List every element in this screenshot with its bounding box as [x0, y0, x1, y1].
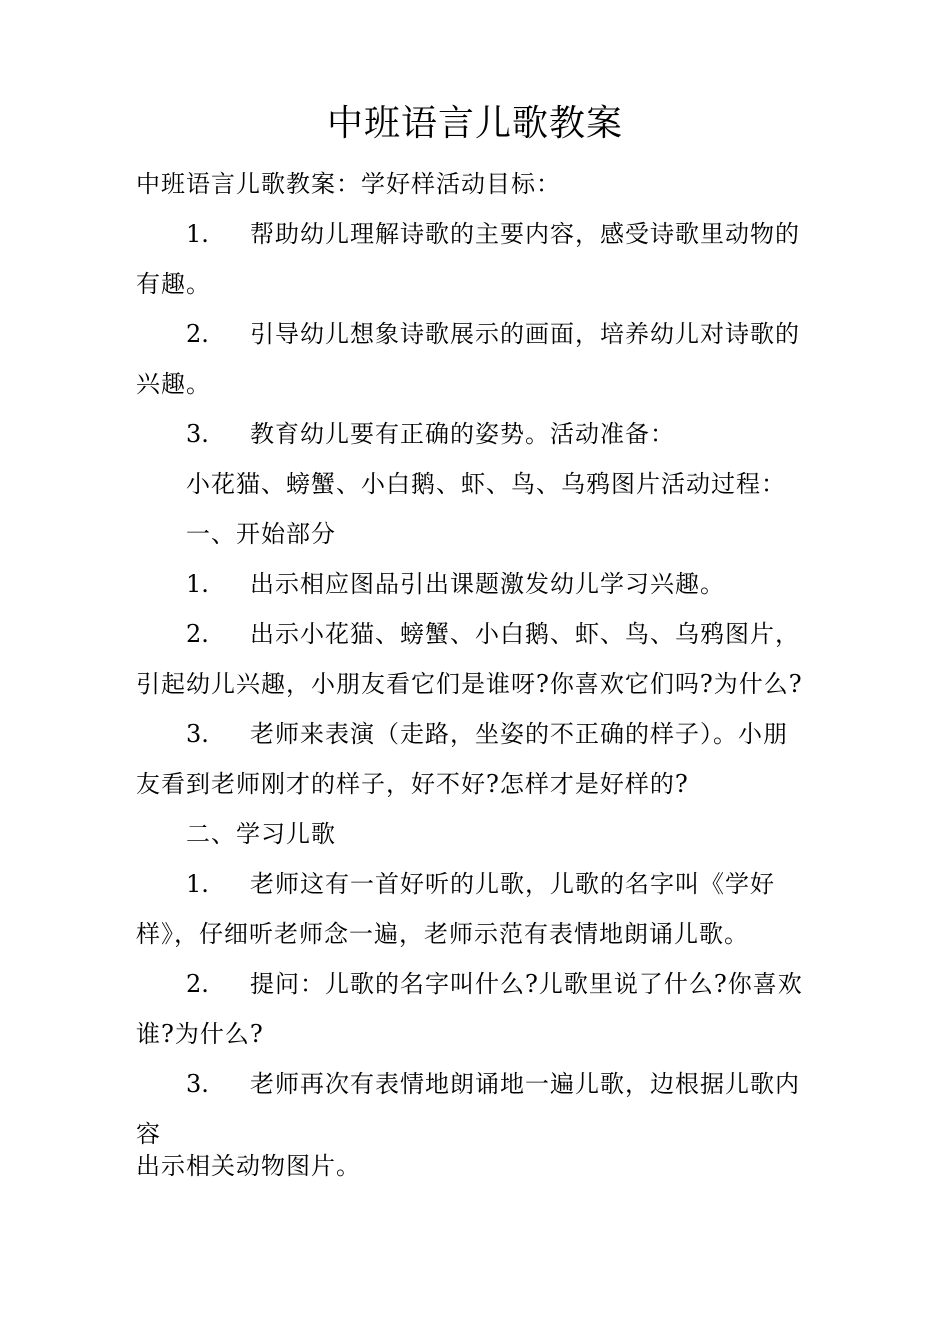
preparation-line: 小花猫、螃蟹、小白鹅、虾、鸟、乌鸦图片活动过程：: [186, 470, 786, 498]
intro-line: 中班语言儿歌教案：学好样活动目标：: [136, 170, 561, 198]
step-2-2-number: 2.: [186, 970, 209, 998]
goal-2-text: 引导幼儿想象诗歌展示的画面，培养幼儿对诗歌的: [250, 320, 800, 348]
step-2-3-continuation-2: 出示相关动物图片。: [136, 1152, 361, 1180]
goal-1-continuation: 有趣。: [136, 270, 211, 298]
goal-2-number: 2.: [186, 320, 209, 348]
step-1-3-number: 3.: [186, 720, 209, 748]
document-title: 中班语言儿歌教案: [326, 103, 623, 144]
step-2-3-continuation: 容: [136, 1120, 161, 1148]
goal-2-continuation: 兴趣。: [136, 370, 211, 398]
goal-3-text: 教育幼儿要有正确的姿势。活动准备：: [250, 420, 675, 448]
section-1-heading: 一、开始部分: [186, 520, 336, 548]
goal-1-number: 1.: [186, 220, 209, 248]
step-1-2-number: 2.: [186, 620, 209, 648]
step-1-3-continuation: 友看到老师刚才的样子，好不好?怎样才是好样的?: [136, 770, 689, 798]
goal-3-number: 3.: [186, 420, 209, 448]
step-1-1-text: 出示相应图品引出课题激发幼儿学习兴趣。: [250, 570, 725, 598]
step-1-3-text: 老师来表演（走路，坐姿的不正确的样子）。小朋: [250, 720, 788, 748]
goal-1-text: 帮助幼儿理解诗歌的主要内容，感受诗歌里动物的: [250, 220, 800, 248]
step-1-2-continuation: 引起幼儿兴趣，小朋友看它们是谁呀?你喜欢它们吗?为什么?: [136, 670, 803, 698]
step-2-3-text: 老师再次有表情地朗诵地一遍儿歌，边根据儿歌内: [250, 1070, 800, 1098]
step-2-1-text: 老师这有一首好听的儿歌，儿歌的名字叫《学好: [250, 870, 775, 898]
step-2-3-number: 3.: [186, 1070, 209, 1098]
step-1-1-number: 1.: [186, 570, 209, 598]
step-2-2-text: 提问：儿歌的名字叫什么?儿歌里说了什么?你喜欢: [250, 970, 803, 998]
step-2-1-continuation: 样》，仔细听老师念一遍，老师示范有表情地朗诵儿歌。: [136, 920, 749, 948]
section-2-heading: 二、学习儿歌: [186, 820, 336, 848]
step-1-2-text: 出示小花猫、螃蟹、小白鹅、虾、鸟、乌鸦图片，: [250, 620, 800, 648]
step-2-1-number: 1.: [186, 870, 209, 898]
step-2-2-continuation: 谁?为什么?: [136, 1020, 264, 1048]
